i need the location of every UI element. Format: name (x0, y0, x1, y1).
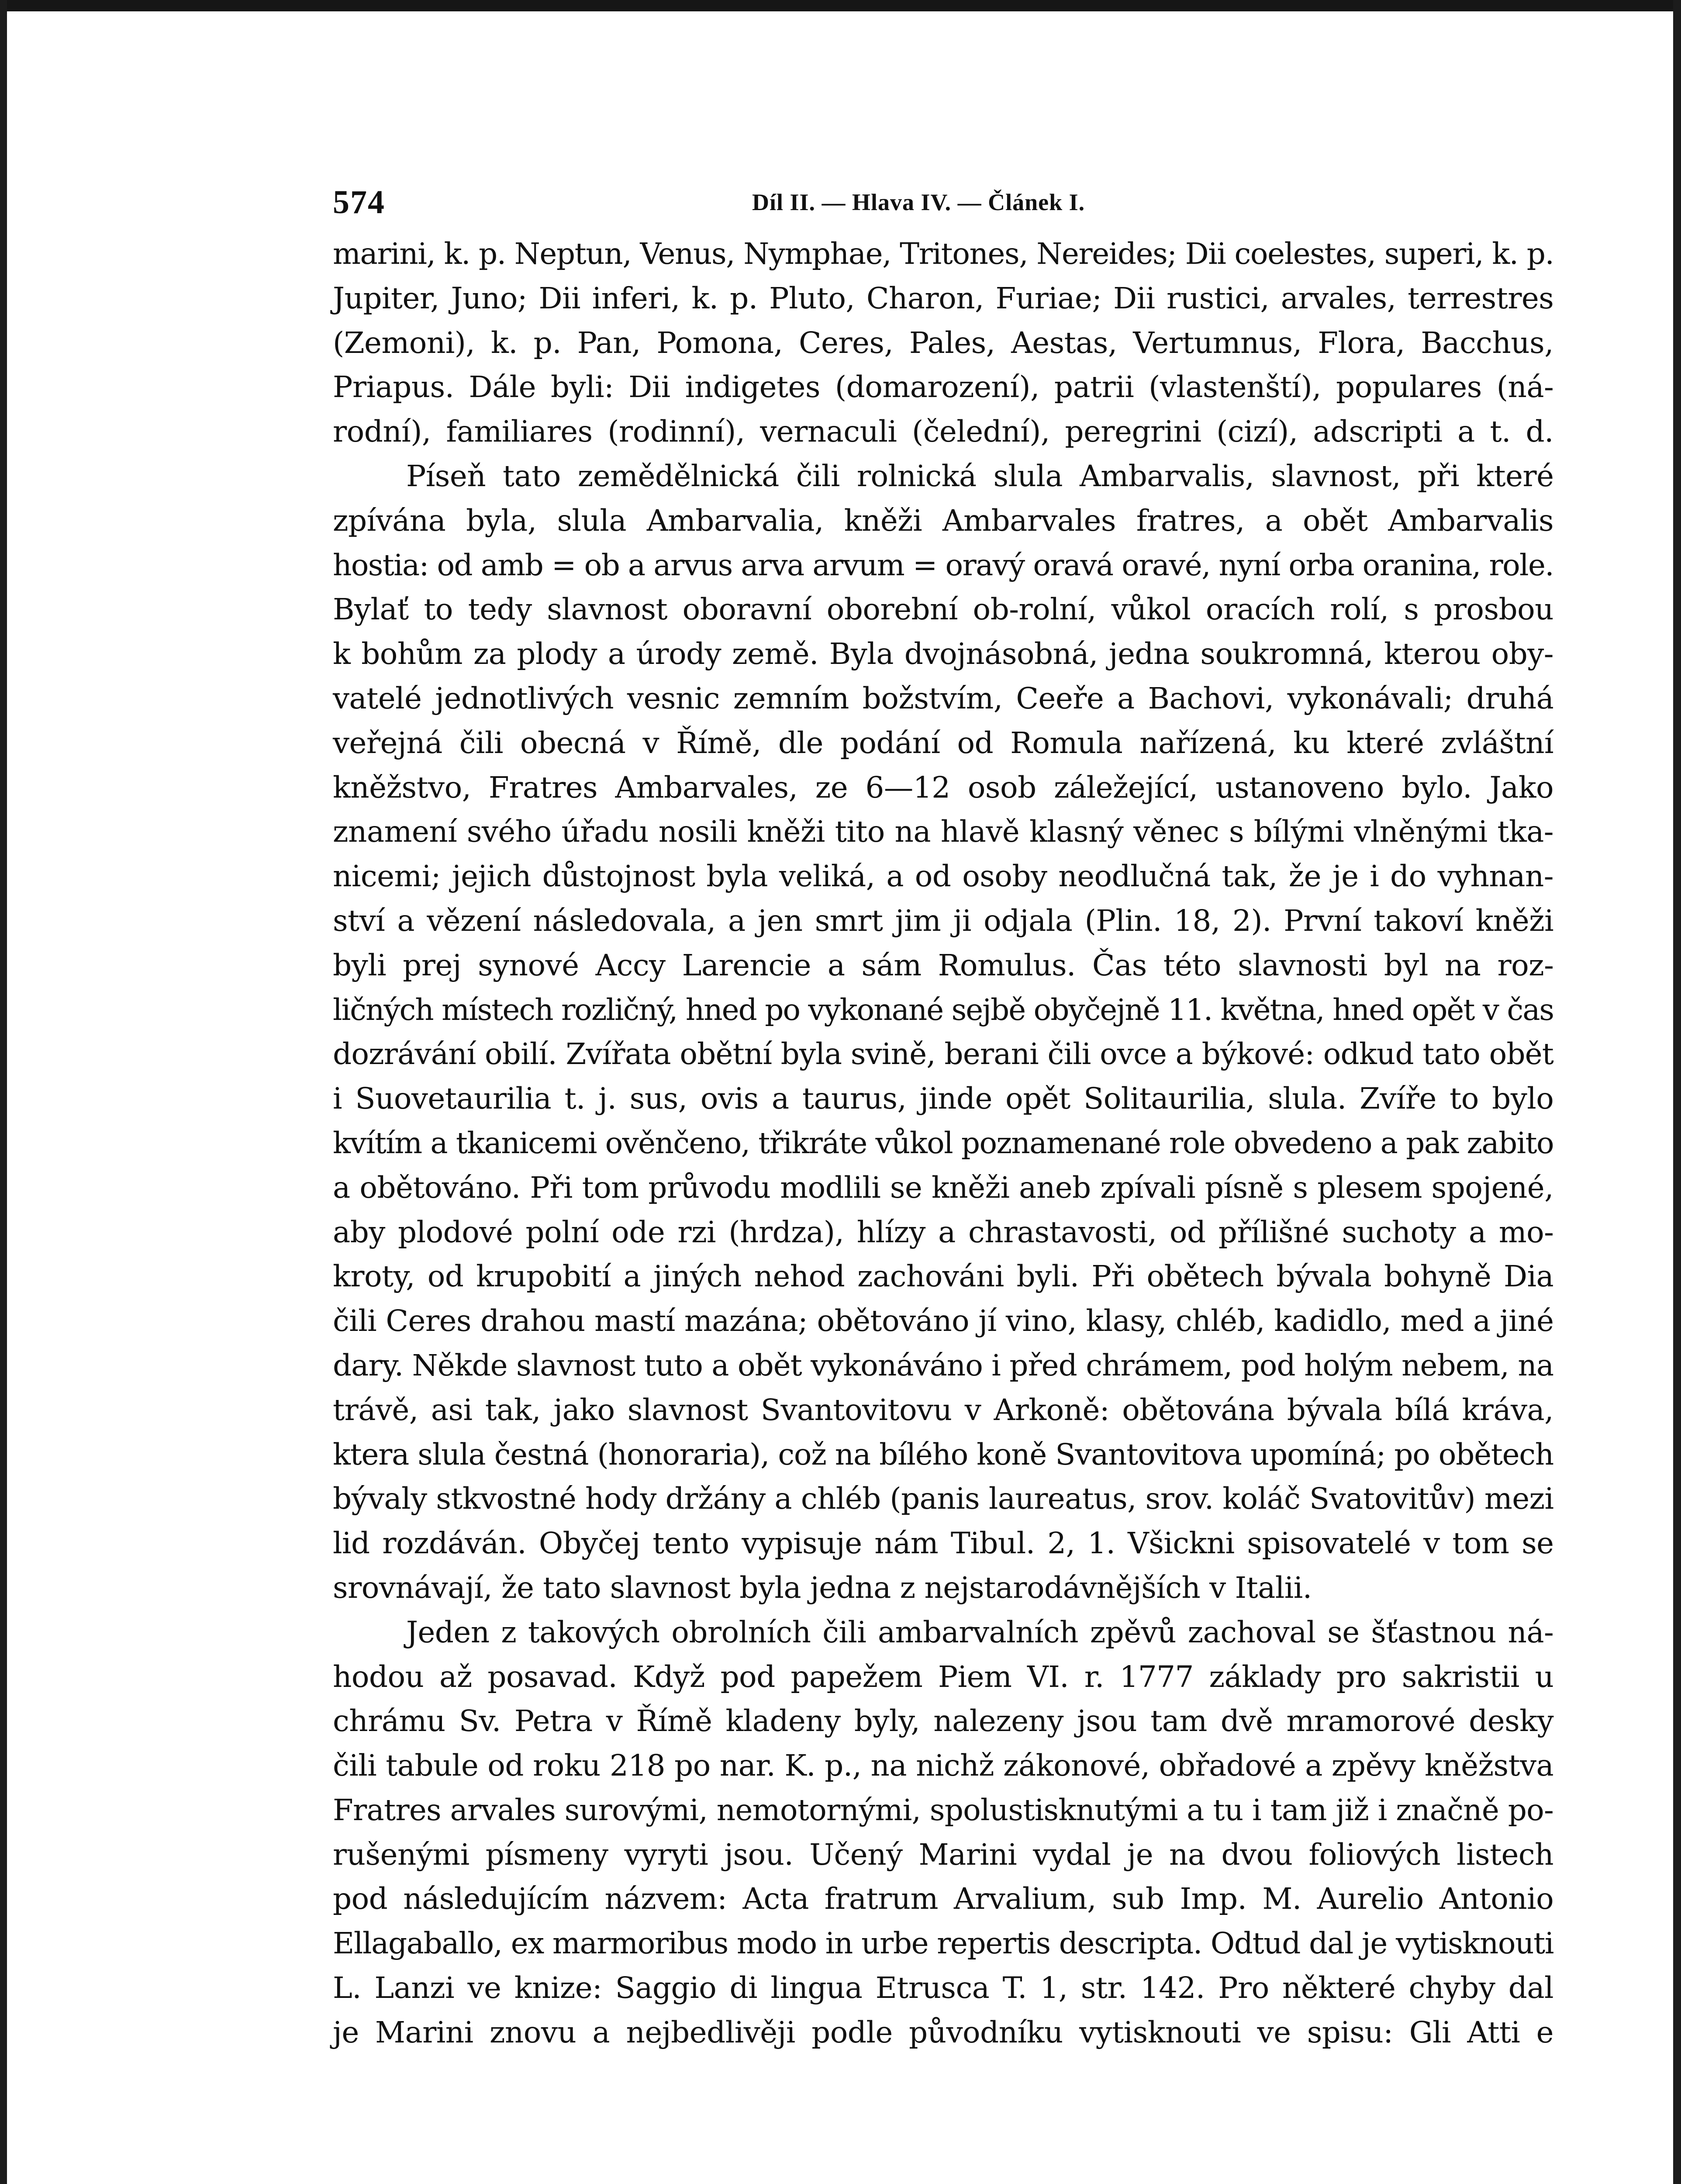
text-line: kroty, od krupobití a jiných nehod zachováni byli. Při obětech bývala bohyně Dia (333, 1259, 1554, 1294)
text-line: lid rozdáván. Obyčej tento vypisuje nám Tibul. 2, 1. Všickni spisovatelé v tom se (333, 1526, 1554, 1561)
text-line: ličných místech rozličný, hned po vykonané sejbě obyčejně 11. května, hned opět v čas (333, 992, 1554, 1027)
text-line: ktera slula čestná (honoraria), což na bílého koně Svantovitova upomíná; po obětech (333, 1437, 1553, 1472)
text-line: byli prej synové Accy Larencie a sám Romulus. Čas této slavnosti byl na roz- (333, 947, 1554, 982)
text-line: ství a vězení následovala, a jen smrt jim ji odjala (Plin. 18, 2). První takoví kněži (333, 903, 1554, 938)
text-line: veřejná čili obecná v Římě, dle podání od Romula nařízená, ku které zvláštní (333, 725, 1553, 760)
text-line: srovnávají, že tato slavnost byla jedna z nejstarodávnějších v Italii. (333, 1570, 1312, 1605)
text-line: kněžstvo, Fratres Ambarvales, ze 6—12 osob záležející, ustanoveno bylo. Jako (333, 770, 1553, 805)
text-line: dozrávání obilí. Zvířata obětní byla svině, berani čili ovce a býkové: odkud tato obět (333, 1037, 1553, 1071)
paragraph-2 (333, 454, 1553, 1610)
book-page (333, 183, 1553, 2055)
text-line: Priapus. Dále byli: Dii indigetes (domarození), patrii (vlastenští), populares (ná- (333, 370, 1554, 404)
text-line: aby plodové polní ode rzi (hrdza), hlízy a chrastavosti, od přílišné suchoty a mo- (333, 1214, 1554, 1249)
text-line: (Zemoni), k. p. Pan, Pomona, Ceres, Pales, Aestas, Vertumnus, Flora, Bacchus, (333, 325, 1553, 360)
paragraph-3 (333, 1610, 1553, 2055)
text-line: Bylať to tedy slavnost oboravní oborební ob-rolní, vůkol oracích rolí, s prosbou (333, 592, 1554, 627)
text-line: Jeden z takových obrolních čili ambarvalních zpěvů zachoval se šťastnou ná- (406, 1614, 1554, 1649)
text-line: kvítím a tkanicemi ověnčeno, třikráte vůkol poznamenané role obvedeno a pak zabito (333, 1125, 1553, 1160)
text-line: Jupiter, Juno; Dii inferi, k. p. Pluto, Charon, Furiae; Dii rustici, arvales, terrestres (333, 280, 1554, 315)
text-line: Fratres arvales surovými, nemotornými, spolustisknutými a tu i tam již i značně po- (333, 1792, 1554, 1827)
text-line: vatelé jednotlivých vesnic zemním božstvím, Ceeře a Bachovi, vykonávali; druhá (333, 681, 1554, 715)
page-header (333, 183, 1553, 232)
scan-border-top (0, 0, 1681, 11)
text-line: je Marini znovu a nejbedlivěji podle původníku vytisknouti ve spisu: Gli Atti e (333, 2015, 1553, 2049)
paragraph-1 (333, 232, 1553, 454)
text-line: znamení svého úřadu nosili kněži tito na hlavě klasný věnec s bílými vlněnými tka- (333, 814, 1553, 849)
text-line: i Suovetaurilia t. j. sus, ovis a taurus, jinde opět Solitaurilia, slula. Zvíře to bylo (333, 1081, 1554, 1116)
text-line: rušenými písmeny vyryti jsou. Učený Marini vydal je na dvou foliových listech (333, 1837, 1553, 1872)
text-line: L. Lanzi ve knize: Saggio di lingua Etrusca T. 1, str. 142. Pro některé chyby dal (333, 1970, 1553, 2005)
text-line: dary. Někde slavnost tuto a obět vykonáváno i před chrámem, pod holým nebem, na (333, 1348, 1554, 1382)
text-line: Ellagaballo, ex marmoribus modo in urbe repertis descripta. Odtud dal je vytisknouti (333, 1926, 1553, 1961)
text-line: chrámu Sv. Petra v Římě kladeny byly, nalezeny jsou tam dvě mramorové desky (333, 1704, 1553, 1738)
text-line: čili Ceres drahou mastí mazána; obětováno jí vino, klasy, chléb, kadidlo, med a jiné (333, 1303, 1554, 1338)
text-line: čili tabule od roku 218 po nar. K. p., na nichž zákonové, obřadové a zpěvy kněžstva (333, 1748, 1554, 1783)
text-line: nicemi; jejich důstojnost byla veliká, a od osoby neodlučná tak, že je i do vyhnan- (333, 859, 1553, 894)
text-line: pod následujícím názvem: Acta fratrum Arvalium, sub Imp. M. Aurelio Antonio (333, 1881, 1554, 1916)
text-line: hodou až posavad. Když pod papežem Piem VI. r. 1777 základy pro sakristii u (333, 1659, 1554, 1694)
text-line: bývaly stkvostné hody držány a chléb (panis laureatus, srov. koláč Svatovitův) mezi (333, 1481, 1554, 1516)
scan-border-left (0, 0, 7, 2184)
text-line: Píseň tato zemědělnická čili rolnická slula Ambarvalis, slavnost, při které (406, 458, 1554, 493)
text-line: trávě, asi tak, jako slavnost Svantovitovu v Arkoně: obětována bývala bílá kráva, (333, 1392, 1553, 1427)
scan-border-right (1673, 0, 1681, 2184)
text-line: hostia: od amb = ob a arvus arva arvum = oravý oravá oravé, nyní orba oranina, role. (333, 547, 1553, 582)
text-line: marini, k. p. Neptun, Venus, Nymphae, Tritones, Nereides; Dii coelestes, superi, k. p. (333, 236, 1554, 271)
page-number: 574 (333, 184, 385, 221)
text-line: k bohům za plody a úrody země. Byla dvojnásobná, jedna soukromná, kterou oby- (333, 636, 1553, 671)
text-line: a obětováno. Při tom průvodu modlili se kněži aneb zpívali písně s plesem spojené, (333, 1170, 1553, 1205)
running-head: Díl II. — Hlava IV. — Článek I. (752, 189, 1085, 215)
text-line: zpívána byla, slula Ambarvalia, kněži Ambarvales fratres, a obět Ambarvalis (333, 503, 1553, 538)
text-line: rodní), familiares (rodinní), vernaculi (čelední), peregrini (cizí), adscripti a t. d. (333, 414, 1553, 449)
